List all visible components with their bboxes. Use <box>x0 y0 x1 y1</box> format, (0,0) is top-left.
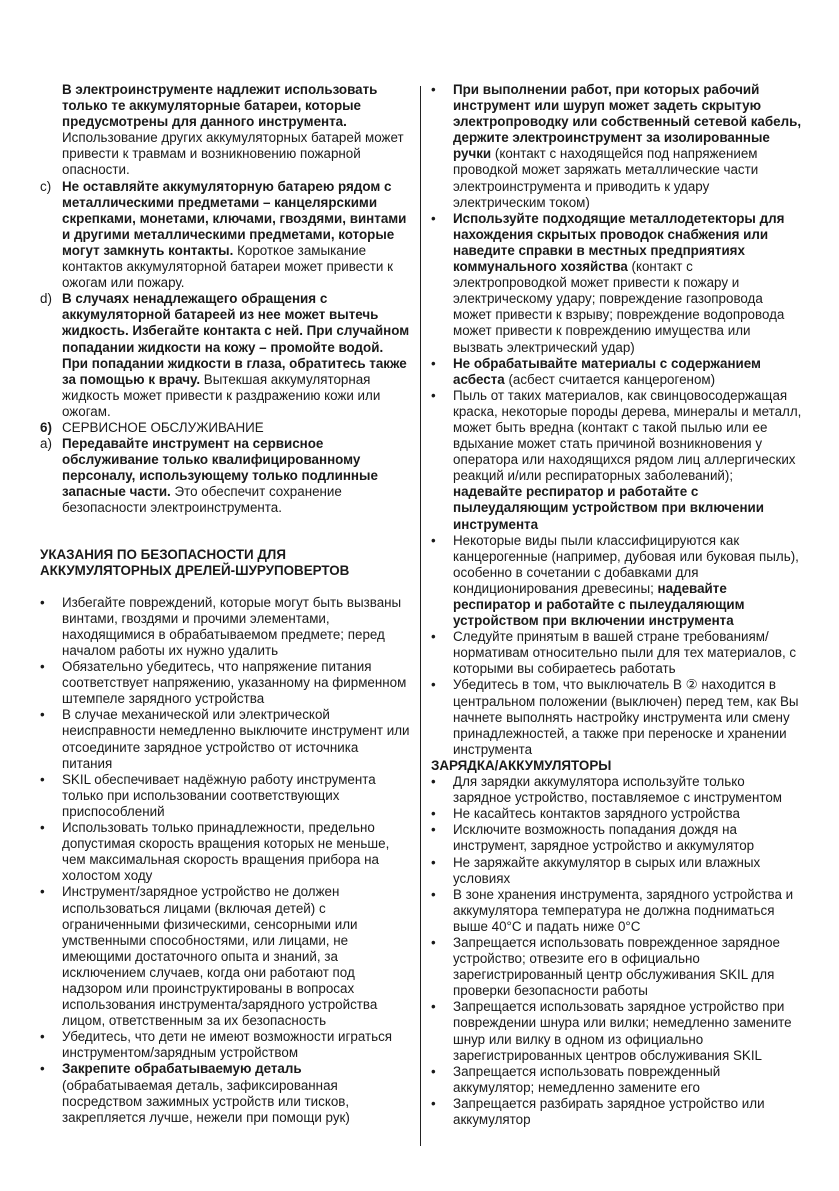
list-item: • Следуйте принятым в вашей стране требованиям/нормативам относительно пыли для тех материалов, с которыми вы собираетесь работать <box>431 629 797 677</box>
list-item: • Запрещается разбирать зарядное устройство или аккумулятор <box>431 1095 765 1127</box>
item-a-normal: Это обеспечит сохранение безопасности электроинструмента. <box>62 484 342 516</box>
intro-bold: В электроинструменте надлежит использовать только те аккумуляторные батареи, которые предусмотрены для данного инструмента. <box>62 82 378 130</box>
section-6-text: СЕРВИСНОЕ ОБСЛУЖИВАНИЕ <box>62 419 264 435</box>
list-item: • Использовать только принадлежности, предельно допустимая скорость вращения которых не меньше, чем максимальная скорость вращения прибора на холостом ходу <box>40 820 390 884</box>
charging-list <box>431 774 803 1128</box>
item-c-bold: Не оставляйте аккумуляторную батарею рядом с металлическими предметами – канцелярскими скрепками, монетами, ключами, гвоздями, винтами и другими металлическими предметами, которые могут замкнуть контакты. <box>62 178 407 258</box>
list-item: • Исключите возможность попадания дождя на инструмент, зарядное устройство и аккумулятор <box>431 822 755 854</box>
list-item: • SKIL обеспечивает надёжную работу инструмента только при использовании соответствующих приспособлений <box>40 771 376 819</box>
safety-bullet-list <box>40 595 412 1126</box>
section-6-marker: 6) <box>40 419 52 435</box>
column-divider <box>420 86 421 1146</box>
item-a-bold: Передавайте инструмент на сервисное обслуживание только квалифицированному персоналу, использующему только подлинные запасные части. <box>62 436 378 500</box>
item-d-bold: В случаях ненадлежащего обращения с аккумуляторной батареей из нее может вытечь жидкость. Избегайте контакта с ней. При случайном попадании жидкости на кожу – промойте водой. При попадании жидкости в глаза, обратитесь также за помощью к врачу. <box>62 291 410 387</box>
list-item: • Не заряжайте аккумулятор в сырых или влажных условиях <box>431 854 761 886</box>
list-item: • Обязательно убедитесь, что напряжение питания соответствует напряжению, указанному на фирменном штемпеле зарядного устройства <box>40 659 407 707</box>
list-item: • Запрещается использовать поврежденный аккумулятор; немедленно замените его <box>431 1063 721 1095</box>
list-item: • Не касайтесь контактов зарядного устройства <box>431 806 740 822</box>
right-column <box>431 82 803 1128</box>
list-item: • Используйте подходящие металлодетекторы для нахождения скрытых проводок снабжения или наведите справки в местных предприятиях коммунального хозяйства (контакт с электропроводкой может привести к пожару и электрическому удару; повреждение газопровода может привести к взрыву; повреждение водопровода может привести к повреждению имущества или вызвать электрический удар) <box>431 210 785 355</box>
list-item: • Некоторые виды пыли классифицируются как канцерогенные (например, дубовая или буковая пыль), особенно в сочетании с добавками для кондиционирования древесины; надевайте респиратор и работайте с пылеудаляющим устройством при включении инструмента <box>431 532 799 629</box>
list-item: • Не обрабатывайте материалы с содержанием асбеста (асбест считается канцерогеном) <box>431 355 761 387</box>
item-a-marker: a) <box>40 436 52 452</box>
item-c <box>40 179 412 292</box>
item-c-normal: Короткое замыкание контактов аккумуляторной батареи может привести к ожогам или пожару. <box>62 242 393 291</box>
list-item: • Закрепите обрабатываемую деталь (обрабатываемая деталь, зафиксированная посредством зажимных устройств или тисков, закрепляется лучше, нежели при помощи рук) <box>40 1061 350 1125</box>
list-item: • Пыль от таких материалов, как свинцовосодержащая краска, некоторые породы дерева, минералы и металл, может быть вредна (контакт с такой пылью или ее вдыхание может стать причиной возникновения у оператора или находящихся рядом лиц аллергических реакций и/или респираторных заболеваний); надевайте респиратор и работайте с пылеудаляющим устройством при включении инструмента <box>431 387 802 532</box>
list-item: • Убедитесь, что дети не имеют возможности играться инструментом/зарядным устройством <box>40 1029 393 1061</box>
list-item: • При выполнении работ, при которых рабочий инструмент или шуруп может задеть скрытую электропроводку или собственный сетевой кабель, держите электроинструмент за изолированные ручки (контакт с находящейся под напряжением проводкой может заряжать металлические части электроинструмента и приводить к удару электрическим током) <box>431 82 802 210</box>
list-item: • Убедитесь в том, что выключатель B ② находится в центральном положении (выключен) перед тем, как Вы начнете выполнять настройку инструмента или смену принадлежностей, а также при переноске и хранении инструмента <box>431 677 799 757</box>
list-item: • Для зарядки аккумулятора используйте только зарядное устройство, поставляемое с инструментом <box>431 774 782 806</box>
battery-intro <box>40 82 412 179</box>
list-item: • В случае механической или электрической неисправности немедленно выключите инструмент или отсоедините зарядное устройство от источника питания <box>40 707 410 771</box>
left-column <box>40 82 412 1126</box>
section-heading: УКАЗАНИЯ ПО БЕЗОПАСНОСТИ ДЛЯ АККУМУЛЯТОРНЫХ ДРЕЛЕЙ-ШУРУПОВЕРТОВ <box>40 546 350 578</box>
list-item: • Запрещается использовать зарядное устройство при повреждении шнура или вилки; немедленно замените шнур или вилку в одном из официально зарегистрированных центров обслуживания SKIL <box>431 999 792 1063</box>
list-item: • В зоне хранения инструмента, зарядного устройства и аккумулятора температура не должна подниматься выше 40°C и падать ниже 0°C <box>431 886 794 934</box>
item-c-marker: c) <box>40 178 52 194</box>
list-item: • Запрещается использовать поврежденное зарядное устройство; отвезите его в официально зарегистрированный центр обслуживания SKIL для проверки безопасности работы <box>431 934 780 999</box>
item-d <box>40 291 412 420</box>
item-d-marker: d) <box>40 291 52 307</box>
charging-heading: ЗАРЯДКА/АККУМУЛЯТОРЫ <box>431 757 612 773</box>
intro-normal: Использование других аккумуляторных батарей может привести к травмам и возникновению пожарной опасности. <box>62 130 404 178</box>
item-d-normal: Вытекшая аккумуляторная жидкость может привести к раздражению кожи или ожогам. <box>62 371 381 419</box>
list-item: • Избегайте повреждений, которые могут быть вызваны винтами, гвоздями и прочими элементами, находящимися в обрабатываемом предмете; перед началом работы их нужно удалить <box>40 594 402 658</box>
list-item: • Инструмент/зарядное устройство не должен использоваться лицами (включая детей) с ограниченными физическими, сенсорными или умственными способностями, или лицами, не имеющими достаточного опыта и знаний, за исключением случаев, когда они работают под надзором или проинструктированы в вопросах использования инструмента/зарядного устройства лицом, ответственным за их безопасность <box>40 884 378 1029</box>
section-6-title <box>40 420 412 436</box>
item-a <box>40 436 412 516</box>
